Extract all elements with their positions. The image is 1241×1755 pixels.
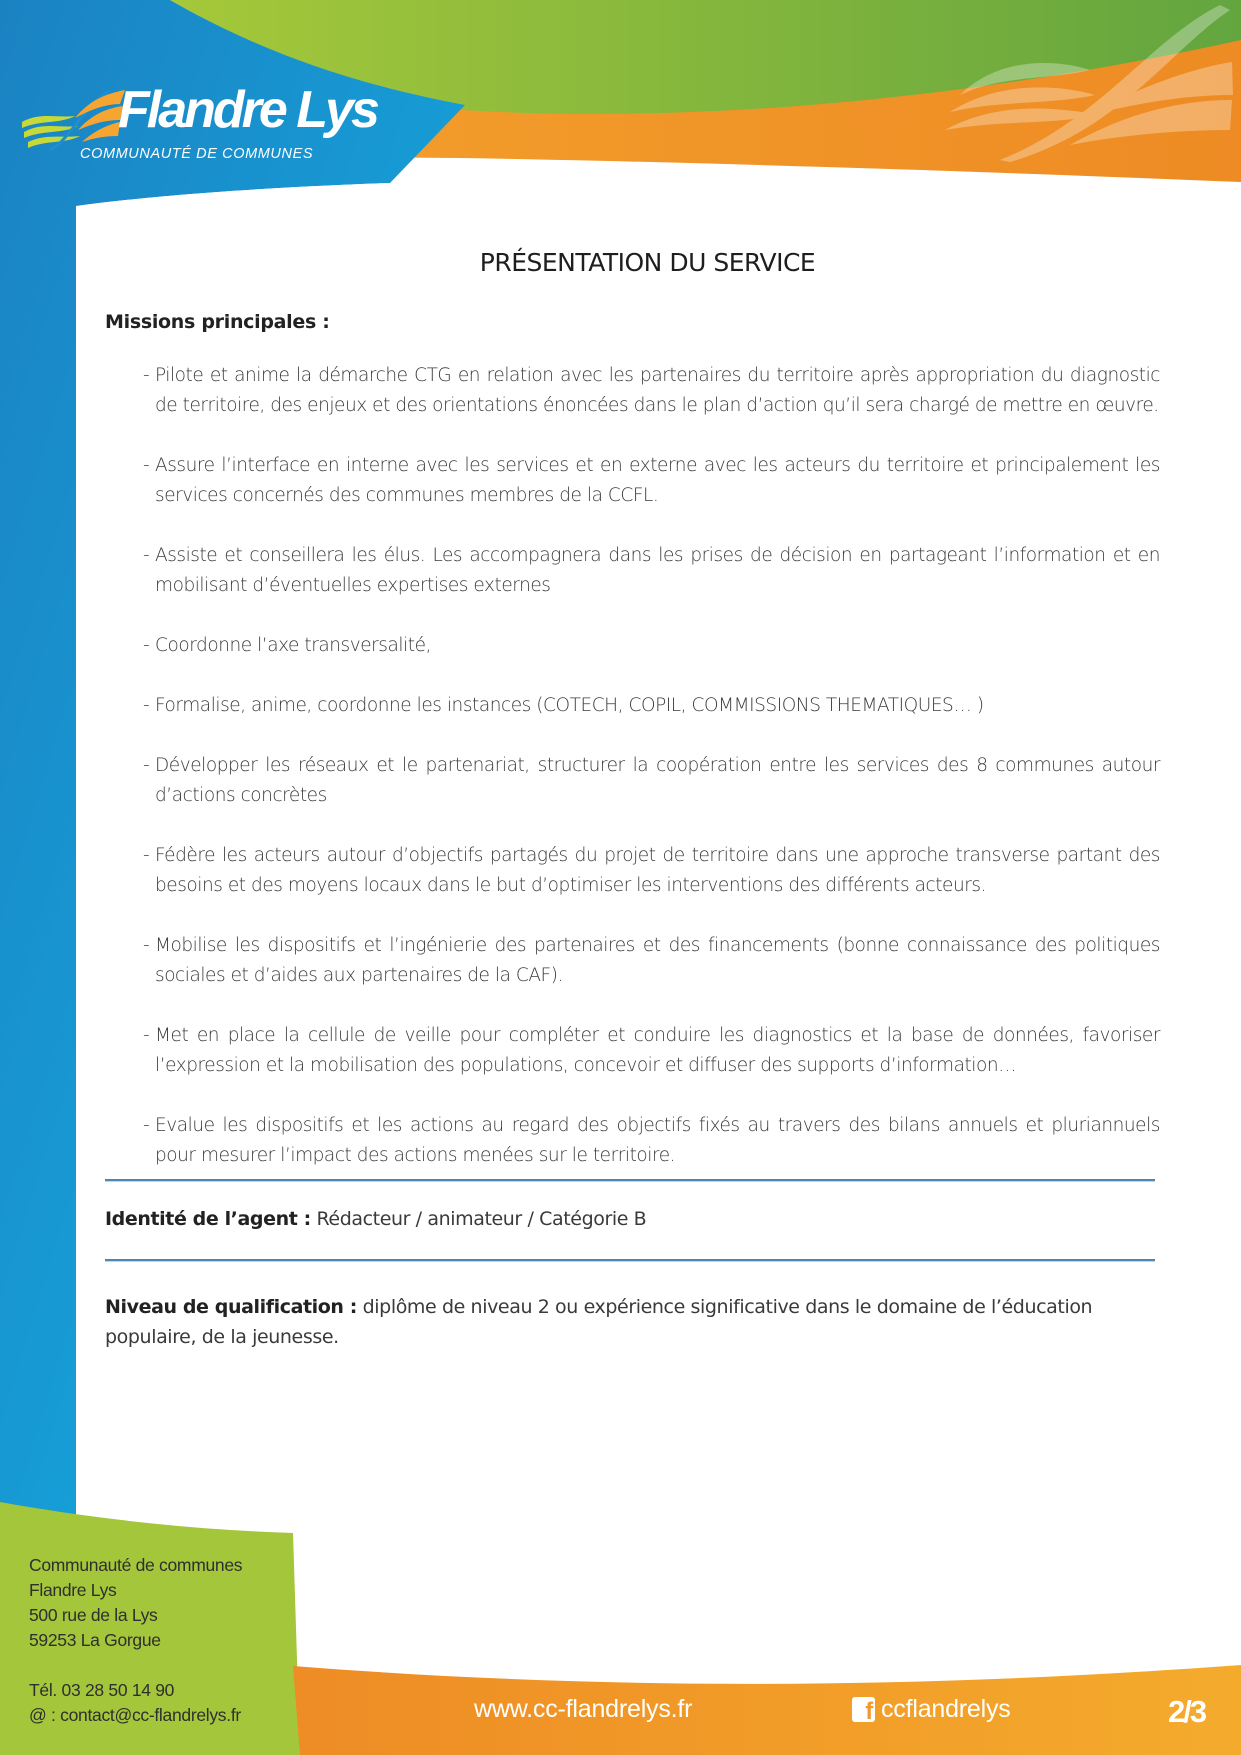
agent-identity-label: Identité de l’agent : [105, 1208, 311, 1230]
mission-item: - Assure l’interface en interne avec les services et en externe avec les acteurs du territoire et principalement les services concernés des communes membres de la CCFL. [143, 451, 1160, 511]
document-body [105, 240, 1160, 1352]
bullet-dash: - [143, 695, 150, 716]
bullet-dash: - [143, 545, 150, 566]
bullet-dash: - [143, 1115, 150, 1136]
missions-heading: Missions principales : [105, 311, 330, 333]
logo-waves-icon [20, 90, 125, 152]
flandre-lys-logo [20, 81, 400, 166]
qualification-label: Niveau de qualification : [105, 1296, 357, 1318]
bullet-dash: - [143, 755, 150, 776]
section-divider [105, 1179, 1155, 1182]
footer-address [29, 1553, 242, 1728]
mission-item: - Coordonne l’axe transversalité, [143, 631, 1160, 661]
facebook-icon: f [852, 1697, 875, 1722]
missions-list [105, 361, 1160, 1171]
mission-item: - Développer les réseaux et le partenariat, structurer la coopération entre les services des 8 communes autour d’actions concrètes [143, 751, 1160, 811]
address-line: Flandre Lys [29, 1580, 117, 1600]
page-title: PRÉSENTATION DU SERVICE [479, 248, 816, 277]
mission-item: - Mobilise les dispositifs et l’ingénierie des partenaires et des financements (bonne connaissance des politiques sociales et d’aides aux partenaires de la CAF). [143, 931, 1160, 991]
bullet-dash: - [143, 845, 150, 866]
agent-identity [105, 1204, 1160, 1234]
mission-item: - Fédère les acteurs autour d’objectifs partagés du projet de territoire dans une approche transverse partant des besoins et des moyens locaux dans le but d’optimiser les interventions des différents acteurs. [143, 841, 1160, 901]
website-link[interactable]: www.cc-flandrelys.fr [474, 1695, 693, 1723]
mission-item: - Pilote et anime la démarche CTG en relation avec les partenaires du territoire après appropriation du diagnostic de territoire, des enjeux et des orientations énoncées dans le plan d’action qu’il sera chargé de mettre en œuvre. [143, 361, 1160, 421]
agent-identity-value: Rédacteur / animateur / Catégorie B [310, 1208, 647, 1230]
bullet-dash: - [143, 935, 150, 956]
mission-item: - Evalue les dispositifs et les actions au regard des objectifs fixés au travers des bilans annuels et pluriannuels pour mesurer l’impact des actions menées sur le territoire. [143, 1111, 1160, 1171]
facebook-handle: ccflandrelys [881, 1695, 1011, 1723]
logo-subtitle: COMMUNAUTÉ DE COMMUNES [80, 146, 314, 162]
address-line: Communauté de communes [29, 1555, 243, 1575]
qualification-value: diplôme de niveau 2 ou expérience significative dans le domaine de l’éducation populaire, de la jeunesse. [105, 1296, 1093, 1348]
bullet-dash: - [143, 1025, 150, 1046]
bullet-dash: - [143, 635, 150, 656]
mission-item: - Assiste et conseillera les élus. Les accompagnera dans les prises de décision en partageant l’information et en mobilisant d’éventuelles expertises externes [143, 541, 1160, 601]
bullet-dash: - [143, 365, 150, 386]
section-divider [105, 1259, 1155, 1262]
address-line: 500 rue de la Lys [29, 1605, 158, 1625]
logo-title: Flandre Lys [118, 81, 377, 139]
address-line: 59253 La Gorgue [29, 1630, 161, 1650]
mission-item: - Formalise, anime, coordonne les instances (COTECH, COPIL, COMMISSIONS THEMATIQUES… ) [143, 691, 1160, 721]
phone-number: Tél. 03 28 50 14 90 [29, 1680, 175, 1700]
page-number: 2/3 [1168, 1694, 1206, 1729]
bullet-dash: - [143, 455, 150, 476]
mission-item: - Met en place la cellule de veille pour compléter et conduire les diagnostics et la base de données, favoriser l’expression et la mobilisation des populations, concevoir et diffuser des supports d’information… [143, 1021, 1160, 1081]
email-address[interactable]: @ : contact@cc-flandrelys.fr [29, 1705, 241, 1725]
facebook-link[interactable] [852, 1695, 1011, 1724]
qualification-level [105, 1292, 1125, 1352]
